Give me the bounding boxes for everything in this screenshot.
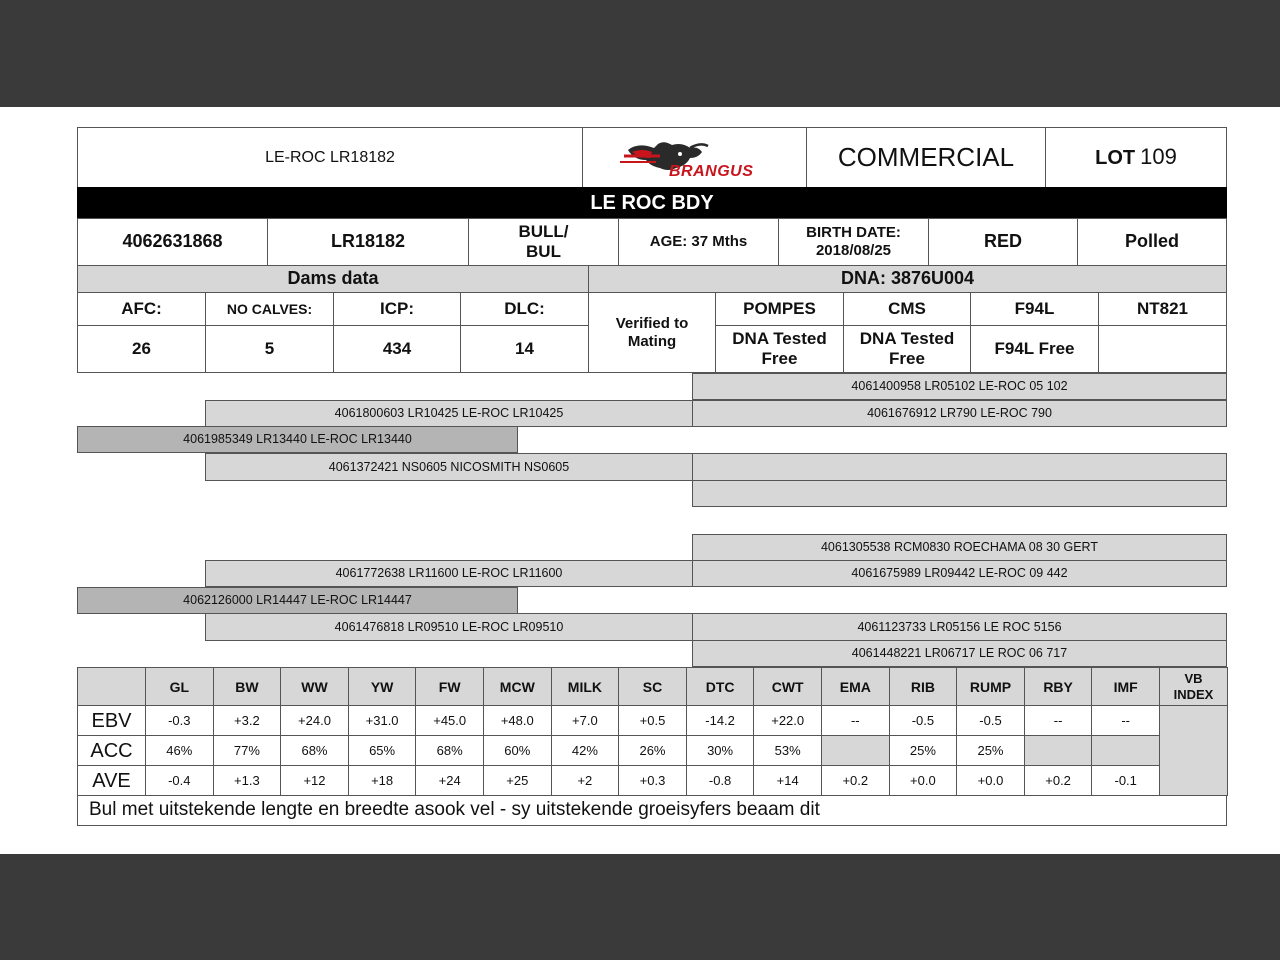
dams-header-afc-text: AFC: bbox=[121, 298, 162, 318]
dams-value-afc bbox=[77, 325, 206, 373]
ebv-ebv-rby-text: -- bbox=[1053, 712, 1063, 728]
ebv-acc-sc bbox=[618, 735, 687, 766]
ebv-header-cwt bbox=[753, 667, 822, 707]
ebv-ebv-ema-text: -- bbox=[850, 712, 860, 728]
dams-header-calves-text: NO CALVES: bbox=[226, 300, 313, 317]
ebv-header-sc bbox=[618, 667, 687, 707]
ebv-acc-dtc-text: 30% bbox=[707, 742, 734, 758]
age-cell bbox=[618, 218, 779, 266]
ebv-acc-imf bbox=[1091, 735, 1160, 766]
ebv-ebv-rump bbox=[956, 705, 1025, 736]
pedigree-sire-sire-sire bbox=[692, 373, 1227, 400]
lot-sheet bbox=[0, 107, 1280, 854]
header-animal-id bbox=[77, 127, 583, 188]
dna-result-pompes bbox=[715, 325, 844, 373]
ebv-row-label-acc bbox=[77, 735, 146, 766]
ebv-acc-milk bbox=[551, 735, 620, 766]
ebv-ave-ema bbox=[821, 765, 890, 796]
ebv-ebv-milk-text: +7.0 bbox=[572, 712, 598, 728]
ebv-ave-milk bbox=[551, 765, 620, 796]
ebv-header-dtc-text: DTC bbox=[705, 678, 735, 695]
dna-test-f94l bbox=[970, 292, 1099, 326]
dams-header-afc bbox=[77, 292, 206, 326]
ebv-acc-cwt-text: 53% bbox=[774, 742, 801, 758]
registration-number: 4062631868 bbox=[122, 231, 223, 252]
ebv-header-imf-text: IMF bbox=[1113, 678, 1138, 695]
pedigree-dam-text: 4062126000 LR14447 LE-ROC LR14447 bbox=[183, 593, 412, 607]
ebv-acc-yw-text: 65% bbox=[369, 742, 396, 758]
ebv-ave-fw-text: +24 bbox=[438, 772, 461, 788]
ebv-ave-rib-text: +0.0 bbox=[910, 772, 936, 788]
dna-result-cms-line-2: Free bbox=[889, 349, 925, 368]
ebv-acc-gl bbox=[145, 735, 214, 766]
ebv-acc-rib bbox=[889, 735, 958, 766]
verified-line-1: Verified to bbox=[615, 314, 689, 332]
dams-value-calves bbox=[205, 325, 334, 373]
ebv-ebv-gl-text: -0.3 bbox=[168, 712, 191, 728]
ebv-ave-ww-text: +12 bbox=[303, 772, 326, 788]
remark-cell bbox=[77, 795, 1227, 826]
sex-line-1: BULL/ bbox=[518, 221, 569, 241]
pedigree-dam-sire-dam-text: 4061675989 LR09442 LE-ROC 09 442 bbox=[851, 566, 1068, 580]
dna-verified-cell bbox=[588, 292, 716, 373]
ebv-acc-mcw-text: 60% bbox=[504, 742, 531, 758]
ebv-header-milk bbox=[551, 667, 620, 707]
ebv-header-sc-text: SC bbox=[642, 678, 663, 695]
sex-line-2: BUL bbox=[526, 242, 561, 261]
pedigree-sire-sire-sire-text: 4061400958 LR05102 LE-ROC 05 102 bbox=[851, 379, 1068, 393]
ebv-header-fw-text: FW bbox=[438, 678, 461, 695]
ebv-ebv-sc bbox=[618, 705, 687, 736]
tattoo-cell bbox=[267, 218, 469, 266]
category-text: COMMERCIAL bbox=[837, 141, 1015, 172]
ebv-acc-rby bbox=[1024, 735, 1093, 766]
dna-test-pompes-name: POMPES bbox=[743, 298, 816, 318]
ebv-ebv-ww bbox=[280, 705, 349, 736]
dams-value-dlc bbox=[460, 325, 589, 373]
ebv-ebv-yw-text: +31.0 bbox=[365, 712, 399, 728]
pedigree-sire-dam-dam bbox=[692, 480, 1227, 507]
dna-result-pompes-line-1: DNA Tested bbox=[732, 328, 827, 348]
verified-line-2: Mating bbox=[627, 332, 677, 350]
category-cell bbox=[806, 127, 1046, 188]
ebv-acc-milk-text: 42% bbox=[571, 742, 598, 758]
ebv-ebv-dtc bbox=[686, 705, 755, 736]
ebv-acc-bw bbox=[213, 735, 282, 766]
dams-data-title bbox=[77, 265, 589, 293]
ebv-ebv-ema bbox=[821, 705, 890, 736]
ebv-ave-fw bbox=[415, 765, 484, 796]
ebv-header-rby-text: RBY bbox=[1043, 678, 1073, 695]
pedigree-dam-dam bbox=[205, 613, 693, 641]
pedigree-sire-dam-sire bbox=[692, 453, 1227, 481]
ebv-acc-ww bbox=[280, 735, 349, 766]
ebv-ave-rump-text: +0.0 bbox=[977, 772, 1004, 788]
ebv-acc-sc-text: 26% bbox=[639, 742, 666, 758]
ebv-header-fw bbox=[415, 667, 484, 707]
ebv-ebv-rib-text: -0.5 bbox=[911, 712, 935, 728]
dams-header-dlc-text: DLC: bbox=[504, 298, 545, 318]
ebv-ebv-bw-text: +3.2 bbox=[234, 712, 260, 728]
pedigree-dam-dam-text: 4061476818 LR09510 LE-ROC LR09510 bbox=[334, 619, 564, 634]
ebv-ave-ema-text: +0.2 bbox=[842, 772, 869, 788]
birth-date-cell bbox=[778, 218, 929, 266]
ebv-row-label-ebv bbox=[77, 705, 146, 736]
ebv-ave-rby-text: +0.2 bbox=[1045, 772, 1071, 788]
ebv-ave-dtc-text: -0.8 bbox=[708, 772, 732, 788]
dna-result-cms bbox=[843, 325, 971, 373]
animal-name-banner bbox=[77, 187, 1227, 218]
dna-title bbox=[588, 265, 1227, 293]
ebv-vb-index-value bbox=[1159, 705, 1228, 796]
ebv-header-ww-text: WW bbox=[301, 678, 328, 695]
ebv-ave-gl bbox=[145, 765, 214, 796]
dams-header-icp-text: ICP: bbox=[380, 298, 414, 318]
ebv-ebv-mcw bbox=[483, 705, 552, 736]
animal-name: LE ROC BDY bbox=[590, 191, 714, 214]
dams-data-title-text: Dams data bbox=[287, 268, 379, 289]
pedigree-sire-dam-text: 4061372421 NS0605 NICOSMITH NS0605 bbox=[328, 459, 570, 474]
header-animal-id-text: LE-ROC LR18182 bbox=[265, 148, 395, 166]
dna-test-cms-name: CMS bbox=[888, 298, 926, 318]
pedigree-dam-sire-sire-text: 4061305538 RCM0830 ROECHAMA 08 30 GERT bbox=[820, 540, 1098, 554]
ebv-ave-imf-text: -0.1 bbox=[1114, 772, 1137, 788]
remark-text: Bul met uitstekende lengte en breedte asook vel - sy uitstekende groeisyfers beaam dit bbox=[89, 799, 820, 821]
ebv-header-milk-text: MILK bbox=[567, 678, 602, 695]
ebv-acc-rump-text: 25% bbox=[977, 742, 1004, 758]
pedigree-dam-sire-sire bbox=[692, 534, 1227, 561]
ebv-ave-yw-text: +18 bbox=[371, 772, 394, 788]
ebv-ave-cwt bbox=[753, 765, 822, 796]
dams-header-dlc bbox=[460, 292, 589, 326]
pedigree-sire-sire-dam bbox=[692, 400, 1227, 427]
ebv-header-ema bbox=[821, 667, 890, 707]
logo-wordmark: BRANGUS bbox=[669, 163, 754, 180]
ebv-ebv-milk bbox=[551, 705, 620, 736]
sex-cell bbox=[468, 218, 619, 266]
pedigree-sire-sire bbox=[205, 400, 693, 427]
ebv-ebv-bw bbox=[213, 705, 282, 736]
dams-value-dlc-text: 14 bbox=[515, 338, 534, 358]
ebv-ave-rby bbox=[1024, 765, 1093, 796]
ebv-acc-rib-text: 25% bbox=[909, 742, 936, 758]
dna-test-pompes bbox=[715, 292, 844, 326]
ebv-ebv-cwt-text: +22.0 bbox=[771, 712, 805, 728]
ebv-header-dtc bbox=[686, 667, 755, 707]
dams-header-calves bbox=[205, 292, 334, 326]
dams-value-calves-text: 5 bbox=[264, 338, 275, 358]
vb-index-line-2: INDEX bbox=[1173, 687, 1214, 702]
lot-label: LOT bbox=[1095, 146, 1136, 169]
vb-index-line-1: VB bbox=[1184, 671, 1203, 687]
ebv-ebv-fw-text: +45.0 bbox=[433, 712, 467, 728]
ebv-ebv-gl bbox=[145, 705, 214, 736]
ebv-ebv-imf-text: -- bbox=[1121, 712, 1131, 728]
pedigree-sire-dam bbox=[205, 453, 693, 481]
ebv-header-gl-text: GL bbox=[169, 678, 190, 695]
color-text: RED bbox=[983, 231, 1022, 252]
ebv-ebv-mcw-text: +48.0 bbox=[500, 712, 534, 728]
ebv-header-ww bbox=[280, 667, 349, 707]
dna-title-text: DNA: 3876U004 bbox=[840, 268, 975, 289]
ebv-ebv-yw bbox=[348, 705, 417, 736]
pedigree-sire-sire-dam-text: 4061676912 LR790 LE-ROC 790 bbox=[867, 406, 1052, 420]
ebv-ave-bw-text: +1.3 bbox=[234, 772, 260, 788]
ebv-ave-rump bbox=[956, 765, 1025, 796]
ebv-header-rib-text: RIB bbox=[910, 678, 935, 695]
pedigree-dam-dam-sire bbox=[692, 613, 1227, 641]
ebv-ave-mcw-text: +25 bbox=[506, 772, 529, 788]
pedigree-dam-sire-text: 4061772638 LR11600 LE-ROC LR11600 bbox=[335, 566, 563, 580]
ebv-row-label-ebv-text: EBV bbox=[91, 709, 132, 732]
ebv-header-mcw-text: MCW bbox=[499, 678, 535, 695]
pedigree-dam-dam-dam bbox=[692, 640, 1227, 667]
ebv-acc-fw bbox=[415, 735, 484, 766]
ebv-ave-bw bbox=[213, 765, 282, 796]
dams-value-icp bbox=[333, 325, 461, 373]
ebv-ebv-fw bbox=[415, 705, 484, 736]
dna-result-nt821 bbox=[1098, 325, 1227, 373]
ebv-header-gl bbox=[145, 667, 214, 707]
horn-cell bbox=[1077, 218, 1227, 266]
pedigree-dam-sire-dam bbox=[692, 560, 1227, 587]
dna-test-nt821 bbox=[1098, 292, 1227, 326]
ebv-header-rump bbox=[956, 667, 1025, 707]
dna-result-cms-line-1: DNA Tested bbox=[859, 328, 955, 348]
ebv-header-rump-text: RUMP bbox=[969, 678, 1012, 695]
ebv-ebv-cwt bbox=[753, 705, 822, 736]
dna-result-f94l-line-1: F94L Free bbox=[994, 338, 1075, 358]
ebv-header-ema-text: EMA bbox=[839, 678, 871, 695]
ebv-ave-sc bbox=[618, 765, 687, 796]
ebv-ave-gl-text: -0.4 bbox=[168, 772, 191, 788]
ebv-header-vb-index bbox=[1159, 667, 1228, 707]
pedigree-sire-sire-text: 4061800603 LR10425 LE-ROC LR10425 bbox=[334, 406, 564, 420]
pedigree-dam-dam-sire-text: 4061123733 LR05156 LE ROC 5156 bbox=[857, 619, 1062, 634]
ebv-ave-rib bbox=[889, 765, 958, 796]
pedigree-sire-text: 4061985349 LR13440 LE-ROC LR13440 bbox=[183, 432, 412, 446]
ebv-ave-cwt-text: +14 bbox=[776, 772, 799, 788]
ebv-header-rib bbox=[889, 667, 958, 707]
ebv-acc-mcw bbox=[483, 735, 552, 766]
dna-test-nt821-name: NT821 bbox=[1136, 298, 1189, 318]
brangus-logo bbox=[582, 127, 807, 188]
ebv-ave-dtc bbox=[686, 765, 755, 796]
age-text: AGE: 37 Mths bbox=[649, 233, 748, 250]
ebv-ave-yw bbox=[348, 765, 417, 796]
dna-result-pompes-line-2: Free bbox=[761, 349, 798, 368]
ebv-header-rby bbox=[1024, 667, 1093, 707]
ebv-header-yw-text: YW bbox=[370, 678, 394, 695]
ebv-row-label-ave-text: AVE bbox=[92, 769, 131, 792]
ebv-acc-ww-text: 68% bbox=[301, 742, 328, 758]
color-cell bbox=[928, 218, 1078, 266]
ebv-ebv-imf bbox=[1091, 705, 1160, 736]
ebv-header-cwt-text: CWT bbox=[771, 678, 804, 695]
ebv-ave-sc-text: +0.3 bbox=[639, 772, 666, 788]
ebv-ebv-sc-text: +0.5 bbox=[639, 712, 666, 728]
birth-date-label: BIRTH DATE: bbox=[806, 224, 901, 241]
ebv-ave-mcw bbox=[483, 765, 552, 796]
pedigree-dam-dam-dam-text: 4061448221 LR06717 LE ROC 06 717 bbox=[851, 646, 1068, 660]
ebv-acc-yw bbox=[348, 735, 417, 766]
dna-result-f94l bbox=[970, 325, 1099, 373]
ebv-header-mcw bbox=[483, 667, 552, 707]
ebv-ave-ww bbox=[280, 765, 349, 796]
dams-value-afc-text: 26 bbox=[132, 338, 151, 358]
lot-cell bbox=[1045, 127, 1227, 188]
dams-header-icp bbox=[333, 292, 461, 326]
ebv-header-bw bbox=[213, 667, 282, 707]
dams-value-icp-text: 434 bbox=[382, 338, 412, 358]
horn-status: Polled bbox=[1124, 231, 1179, 252]
ebv-acc-ema bbox=[821, 735, 890, 766]
ebv-acc-dtc bbox=[686, 735, 755, 766]
ebv-row-label-acc-text: ACC bbox=[90, 739, 133, 762]
pedigree-dam-sire bbox=[205, 560, 693, 587]
ebv-acc-rump bbox=[956, 735, 1025, 766]
pedigree-dam bbox=[77, 587, 518, 614]
ebv-ebv-rby bbox=[1024, 705, 1093, 736]
dna-test-cms bbox=[843, 292, 971, 326]
pedigree-sire bbox=[77, 426, 518, 453]
ebv-ebv-rib bbox=[889, 705, 958, 736]
ebv-acc-fw-text: 68% bbox=[436, 742, 463, 758]
ebv-acc-cwt bbox=[753, 735, 822, 766]
tattoo-number: LR18182 bbox=[330, 231, 406, 252]
dna-test-f94l-name: F94L bbox=[1014, 298, 1055, 318]
registration-cell bbox=[77, 218, 268, 266]
ebv-header-imf bbox=[1091, 667, 1160, 707]
ebv-header-yw bbox=[348, 667, 417, 707]
ebv-corner bbox=[77, 667, 146, 707]
ebv-ave-imf bbox=[1091, 765, 1160, 796]
lot-number: 109 bbox=[1140, 144, 1177, 170]
ebv-acc-bw-text: 77% bbox=[233, 742, 260, 758]
ebv-ave-milk-text: +2 bbox=[577, 772, 593, 788]
ebv-acc-gl-text: 46% bbox=[166, 742, 193, 758]
ebv-ebv-rump-text: -0.5 bbox=[979, 712, 1002, 728]
birth-date-value: 2018/08/25 bbox=[815, 242, 892, 259]
ebv-row-label-ave bbox=[77, 765, 146, 796]
ebv-header-bw-text: BW bbox=[235, 678, 259, 695]
ebv-ebv-ww-text: +24.0 bbox=[298, 712, 331, 728]
ebv-ebv-dtc-text: -14.2 bbox=[705, 712, 735, 728]
